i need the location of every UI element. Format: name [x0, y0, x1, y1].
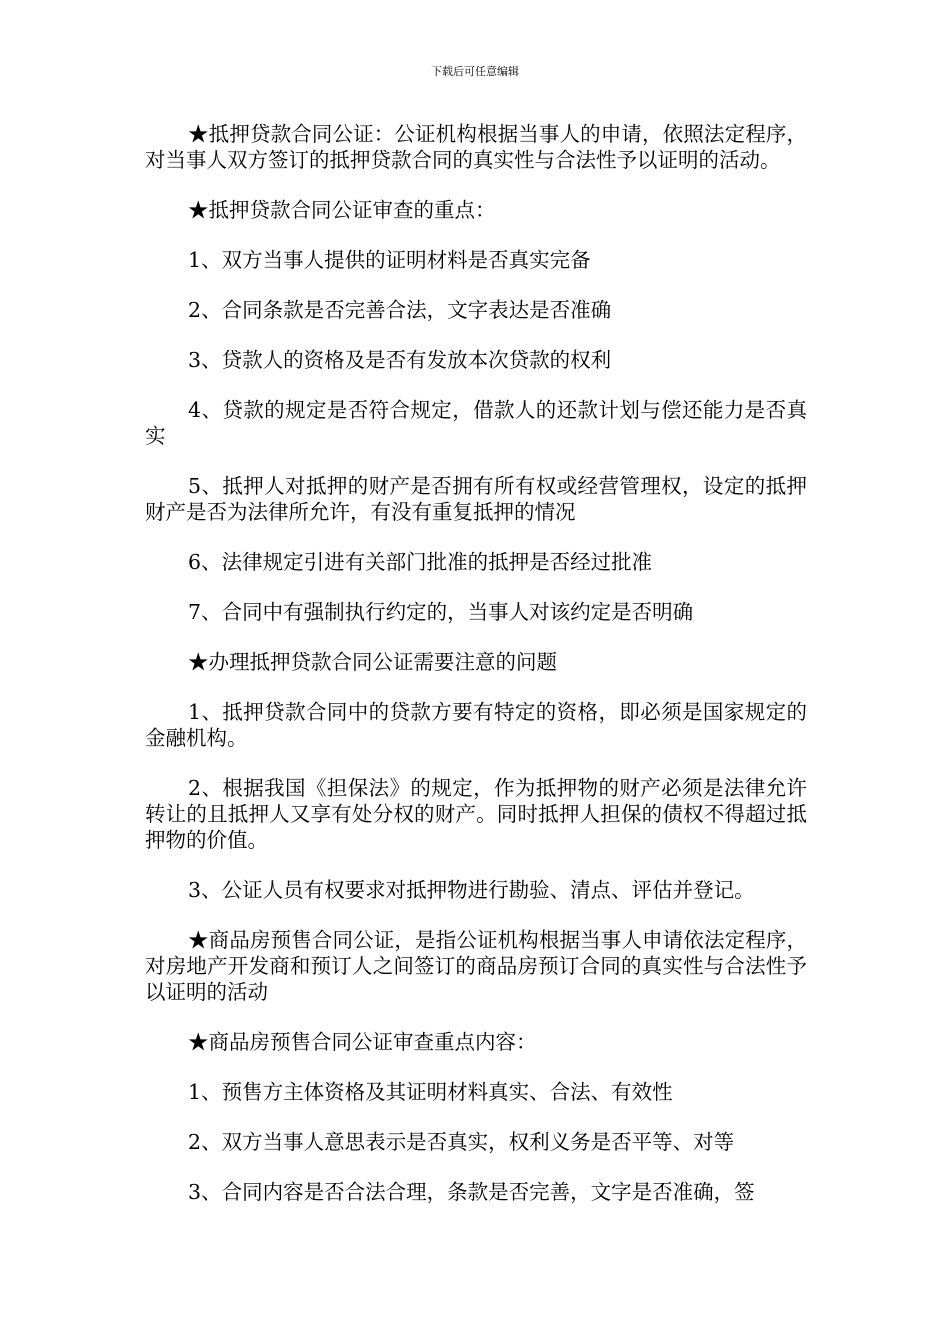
document-body: [145, 121, 807, 1229]
paragraph-mortgage-notes-heading: ★办理抵押贷款合同公证需要注意的问题: [188, 650, 558, 674]
page-header-note: 下载后可任意编辑: [431, 65, 519, 78]
paragraph-presale-review-heading: ★商品房预售合同公证审查重点内容：: [188, 1030, 537, 1054]
paragraph-review-item-6: 6、法律规定引进有关部门批准的抵押是否经过批准: [188, 550, 653, 574]
paragraph-review-item-1: 1、双方当事人提供的证明材料是否真实完备: [188, 248, 591, 272]
paragraph-mortgage-review-focus-heading: ★抵押贷款合同公证审查的重点：: [188, 198, 496, 222]
paragraph-presale-notarization-definition: ★商品房预售合同公证，是指公证机构根据当事人申请依法定程序，对房地产开发商和预订人之间签订的商品房预订合同的真实性与合法性予以证明的活动: [145, 928, 807, 1004]
paragraph-presale-item-1: 1、预售方主体资格及其证明材料真实、合法、有效性: [188, 1080, 673, 1104]
paragraph-review-item-7: 7、合同中有强制执行约定的，当事人对该约定是否明确: [188, 600, 694, 624]
paragraph-review-item-4: 4、贷款的规定是否符合规定，借款人的还款计划与偿还能力是否真实: [145, 398, 807, 448]
paragraph-notes-item-1: 1、抵押贷款合同中的贷款方要有特定的资格，即必须是国家规定的金融机构。: [145, 700, 807, 750]
paragraph-presale-item-2: 2、双方当事人意思表示是否真实，权利义务是否平等、对等: [188, 1130, 735, 1154]
paragraph-notes-item-2: 2、根据我国《担保法》的规定，作为抵押物的财产必须是法律允许转让的且抵押人又享有处分权的财产。同时抵押人担保的债权不得超过抵押物的价值。: [145, 776, 807, 852]
paragraph-review-item-2: 2、合同条款是否完善合法，文字表达是否准确: [188, 298, 612, 322]
paragraph-review-item-5: 5、抵押人对抵押的财产是否拥有所有权或经营管理权，设定的抵押财产是否为法律所允许，有没有重复抵押的情况: [145, 474, 807, 524]
paragraph-presale-item-3: 3、合同内容是否合法合理，条款是否完善，文字是否准确，签: [188, 1180, 755, 1204]
paragraph-notes-item-3: 3、公证人员有权要求对抵押物进行勘验、清点、评估并登记。: [188, 878, 755, 902]
paragraph-review-item-3: 3、贷款人的资格及是否有发放本次贷款的权利: [188, 348, 612, 372]
paragraph-mortgage-notarization-definition: ★抵押贷款合同公证：公证机构根据当事人的申请，依照法定程序，对当事人双方签订的抵押贷款合同的真实性与合法性予以证明的活动。: [145, 122, 807, 172]
